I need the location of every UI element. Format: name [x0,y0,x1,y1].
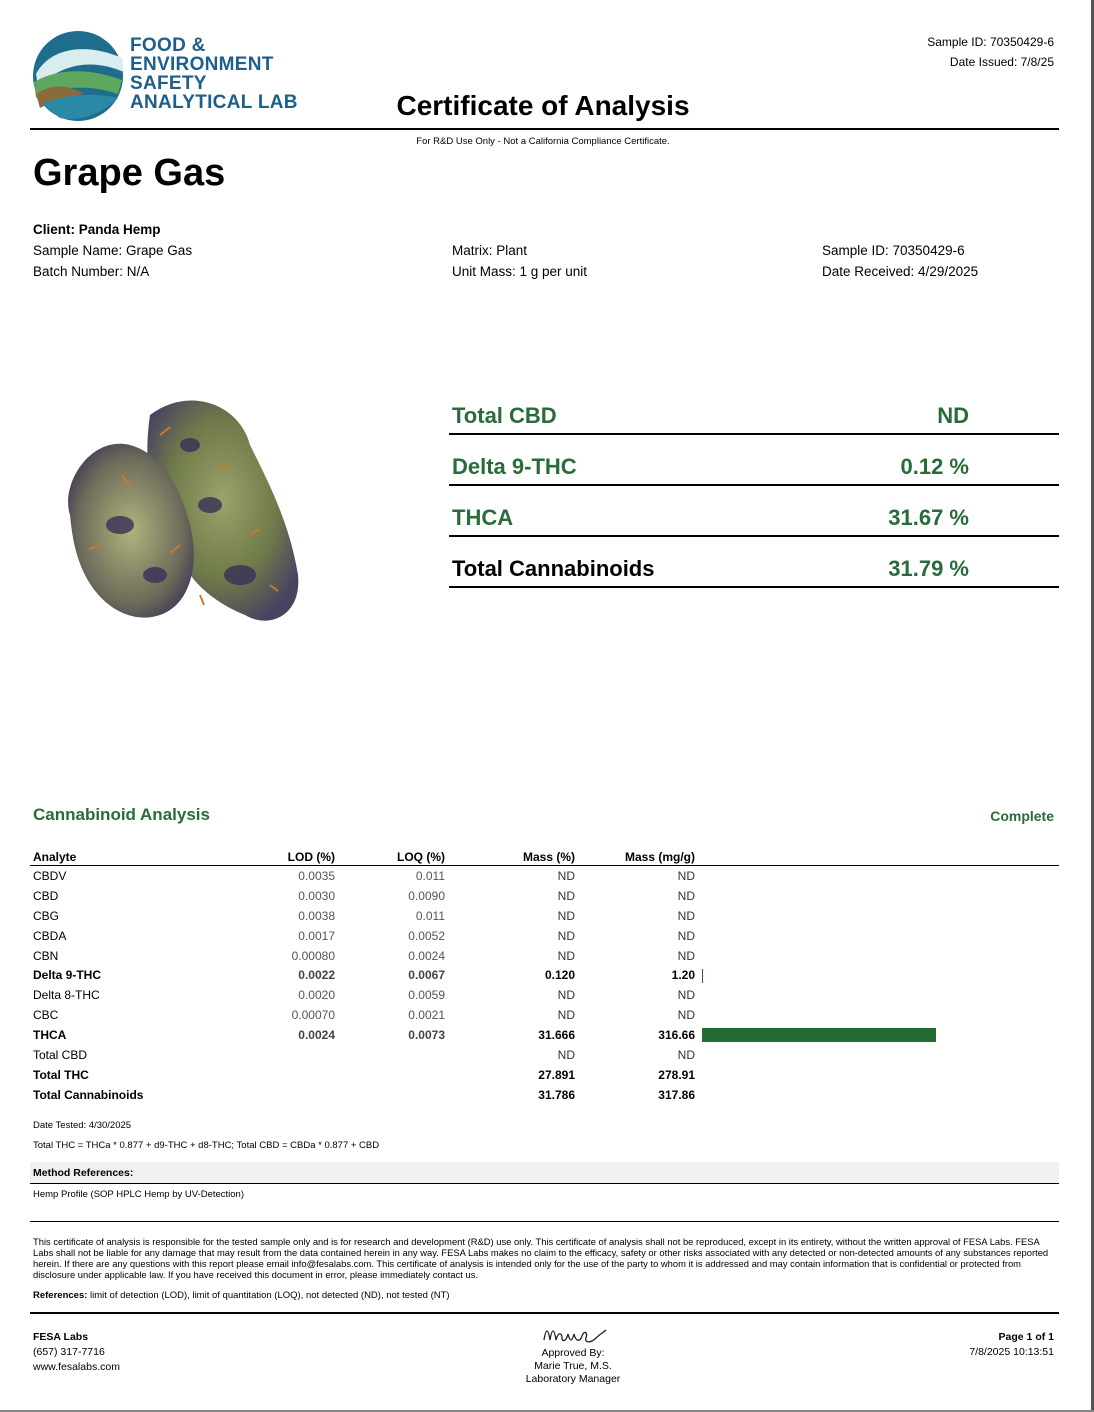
analyte-cell: THCA [33,1028,67,1043]
loq-cell: 0.0059 [408,988,445,1003]
mass-pct-cell: ND [557,1008,575,1023]
header-sample-id: Sample ID: 70350429-6 [927,35,1054,49]
footer-lab-info [33,1330,120,1375]
lod-cell: 0.00080 [291,948,335,963]
method-heading: Method References: [33,1167,134,1179]
table-header-row [30,849,1059,866]
lod-cell: 0.0038 [298,908,335,923]
legal-divider [30,1221,1059,1222]
unit-mass: Unit Mass: 1 g per unit [452,264,588,279]
footer-page-info [969,1330,1054,1360]
loq-cell [338,1045,448,1065]
mass-bar-cell [698,866,1059,886]
approver-name: Marie True, M.S. [534,1360,612,1372]
references-label: References: [33,1290,88,1301]
client-name: Client: Panda Hemp [33,222,161,237]
matrix-info [452,240,587,282]
receipt-info [822,240,978,282]
summary-row-total-cannabinoids [449,536,1059,588]
lod-cell [230,1045,338,1065]
table-row [30,886,1059,906]
analyte-cell: Delta 9-THC [33,968,102,983]
column-header: Mass (%) [448,849,578,866]
sample-photo [40,375,320,640]
mass-mgg-cell: ND [677,908,695,923]
lod-cell: 0.00070 [291,1008,335,1023]
column-header: LOD (%) [230,849,338,866]
legal-disclaimer: This certificate of analysis is responsible for the tested sample only and is for research and development (R&D) use only. This certificate of analysis shall not be reproduced, except in its entirety, without the written approval of FESA Labs. FESA Labs shall not be liable for any damage that may result from the data contained herein in any way. FESA Labs makes no claim to the efficacy, safety or other risks associated with any detected or non-detected amounts of any substances reported herein. If there are any questions with this report please email info@fesalabs.com. This certificate of analysis is intended only for the use of the party to whom it is addressed and may contain information that is confidential or protected from disclosure under applicable law. If you have received this document in error, please immediately contact us. [33,1236,1049,1280]
approver-title: Laboratory Manager [525,1373,621,1385]
loq-cell: 0.0052 [408,928,445,943]
loq-cell: 0.011 [415,868,445,883]
rd-disclaimer: For R&D Use Only - Not a California Compliance Certificate. [416,136,670,147]
date-tested: Date Tested: 4/30/2025 [33,1120,132,1131]
column-header: LOQ (%) [338,849,448,866]
loq-cell: 0.0067 [408,968,445,983]
summary-row-total-cbd [449,383,1059,435]
column-header: Mass (mg/g) [578,849,698,866]
mass-bar-cell [698,926,1059,946]
lod-cell [230,1085,338,1105]
table-row [30,866,1059,886]
mass-mgg-cell: ND [677,1008,695,1023]
sample-name: Sample Name: Grape Gas [33,243,193,258]
lod-cell [230,1065,338,1085]
summary-value: 31.79 % [888,556,969,581]
mass-bar-cell [698,1005,1059,1025]
mass-pct-cell: 27.891 [538,1067,575,1082]
table-row [30,926,1059,946]
method-references-header [30,1162,1059,1184]
lod-cell: 0.0022 [298,968,335,983]
table-row [30,1085,1059,1105]
mass-pct-cell: 31.666 [538,1028,575,1043]
page-number: Page 1 of 1 [998,1331,1054,1343]
table-body [30,866,1059,1105]
header-date-issued: Date Issued: 7/8/25 [949,55,1054,69]
table-row [30,1045,1059,1065]
date-received: Date Received: 4/29/2025 [822,264,979,279]
mass-mgg-cell: ND [677,928,695,943]
analyte-cell: CBC [33,1008,59,1023]
lab-name: FESA Labs [33,1331,89,1343]
table-row [30,1065,1059,1085]
mass-bar-cell [698,1045,1059,1065]
mass-bar-cell [698,1065,1059,1085]
lod-cell: 0.0024 [298,1028,335,1043]
summary-label: Total CBD [452,403,557,428]
lod-cell: 0.0017 [298,928,335,943]
references-line [33,1290,450,1301]
mass-pct-cell: ND [557,868,575,883]
loq-cell: 0.0024 [408,948,445,963]
brand-line: ENVIRONMENT [130,54,274,75]
approved-by: Approved By: [541,1347,605,1359]
loq-cell: 0.0090 [408,888,445,903]
mass-bar-cell [698,965,1059,985]
loq-cell [338,1085,448,1105]
mass-pct-cell: 31.786 [538,1087,575,1102]
mass-bar-cell [698,1025,1059,1045]
mass-pct-cell: ND [557,888,575,903]
mass-mgg-cell: 278.91 [658,1067,695,1082]
summary-row-delta9 [449,434,1059,486]
mass-bar-cell [698,886,1059,906]
summary-value: 31.67 % [888,505,969,530]
mass-pct-cell: ND [557,988,575,1003]
mass-pct-cell: ND [557,948,575,963]
page-title: Certificate of Analysis [396,90,690,121]
table-row [30,906,1059,926]
mass-mgg-cell: 316.66 [658,1028,695,1043]
strain-name: Grape Gas [33,152,226,194]
mass-mgg-cell: 317.86 [658,1087,695,1102]
header-divider [30,128,1059,130]
mass-mgg-cell: ND [677,988,695,1003]
summary-label: Delta 9-THC [452,454,577,479]
summary-row-thca [449,485,1059,537]
mass-pct-cell: ND [557,928,575,943]
analyte-cell: Total THC [33,1067,89,1082]
table-row [30,1005,1059,1025]
summary-label: Total Cannabinoids [452,556,655,581]
analyte-cell: Total CBD [33,1047,88,1062]
client-info [33,219,192,282]
mass-bar-cell [698,985,1059,1005]
analyte-cell: CBD [33,888,59,903]
analyte-cell: CBDV [33,868,67,883]
references-text: limit of detection (LOD), limit of quantitation (LOQ), not detected (ND), not tested (NT) [90,1290,450,1301]
lab-phone: (657) 317-7716 [33,1346,105,1358]
mass-bar [702,969,703,983]
mass-bar-cell [698,946,1059,966]
cannabinoid-table [30,849,1059,1105]
method-text: Hemp Profile (SOP HPLC Hemp by UV-Detection) [33,1189,245,1200]
mass-mgg-cell: ND [677,948,695,963]
report-timestamp: 7/8/2025 10:13:51 [969,1346,1054,1358]
table-row [30,946,1059,966]
mass-mgg-cell: 1.20 [671,968,695,983]
mass-pct-cell: ND [557,1047,575,1062]
loq-cell: 0.0021 [408,1008,445,1023]
mass-bar [702,1028,936,1042]
mass-mgg-cell: ND [677,888,695,903]
loq-cell [338,1065,448,1085]
brand-line: SAFETY [130,73,207,94]
table-row [30,965,1059,985]
footer-approval [473,1347,673,1386]
mass-bar-cell [698,906,1059,926]
brand-line: ANALYTICAL LAB [130,92,298,113]
matrix: Matrix: Plant [452,243,528,258]
column-header-bar [698,849,1059,866]
mass-pct-cell: ND [557,908,575,923]
header-sample-info [927,32,1054,72]
sample-id: Sample ID: 70350429-6 [822,243,965,258]
mass-bar-cell [698,1085,1059,1105]
lod-cell: 0.0030 [298,888,335,903]
total-formula: Total THC = THCa * 0.877 + d9-THC + d8-THC; Total CBD = CBDa * 0.877 + CBD [33,1140,380,1151]
mass-mgg-cell: ND [677,1047,695,1062]
lod-cell: 0.0020 [298,988,335,1003]
signature-image [540,1322,610,1346]
batch-number: Batch Number: N/A [33,264,150,279]
lab-website: www.fesalabs.com [33,1361,120,1373]
lod-cell: 0.0035 [298,868,335,883]
summary-value: ND [937,403,969,428]
table-row [30,985,1059,1005]
brand-line: FOOD & [130,35,206,56]
analyte-cell: CBDA [33,928,67,943]
analyte-cell: Delta 8-THC [33,988,100,1003]
summary-value: 0.12 % [900,454,969,479]
analyte-cell: Total Cannabinoids [33,1087,144,1102]
mass-pct-cell: 0.120 [544,968,575,983]
analyte-cell: CBN [33,948,59,963]
footer-divider [30,1312,1059,1314]
status-badge: Complete [990,808,1054,824]
loq-cell: 0.011 [415,908,445,923]
column-header: Analyte [30,849,230,866]
summary-label: THCA [452,505,514,530]
loq-cell: 0.0073 [408,1028,445,1043]
table-row [30,1025,1059,1045]
analysis-title: Cannabinoid Analysis [33,805,210,824]
mass-mgg-cell: ND [677,868,695,883]
analyte-cell: CBG [33,908,60,923]
